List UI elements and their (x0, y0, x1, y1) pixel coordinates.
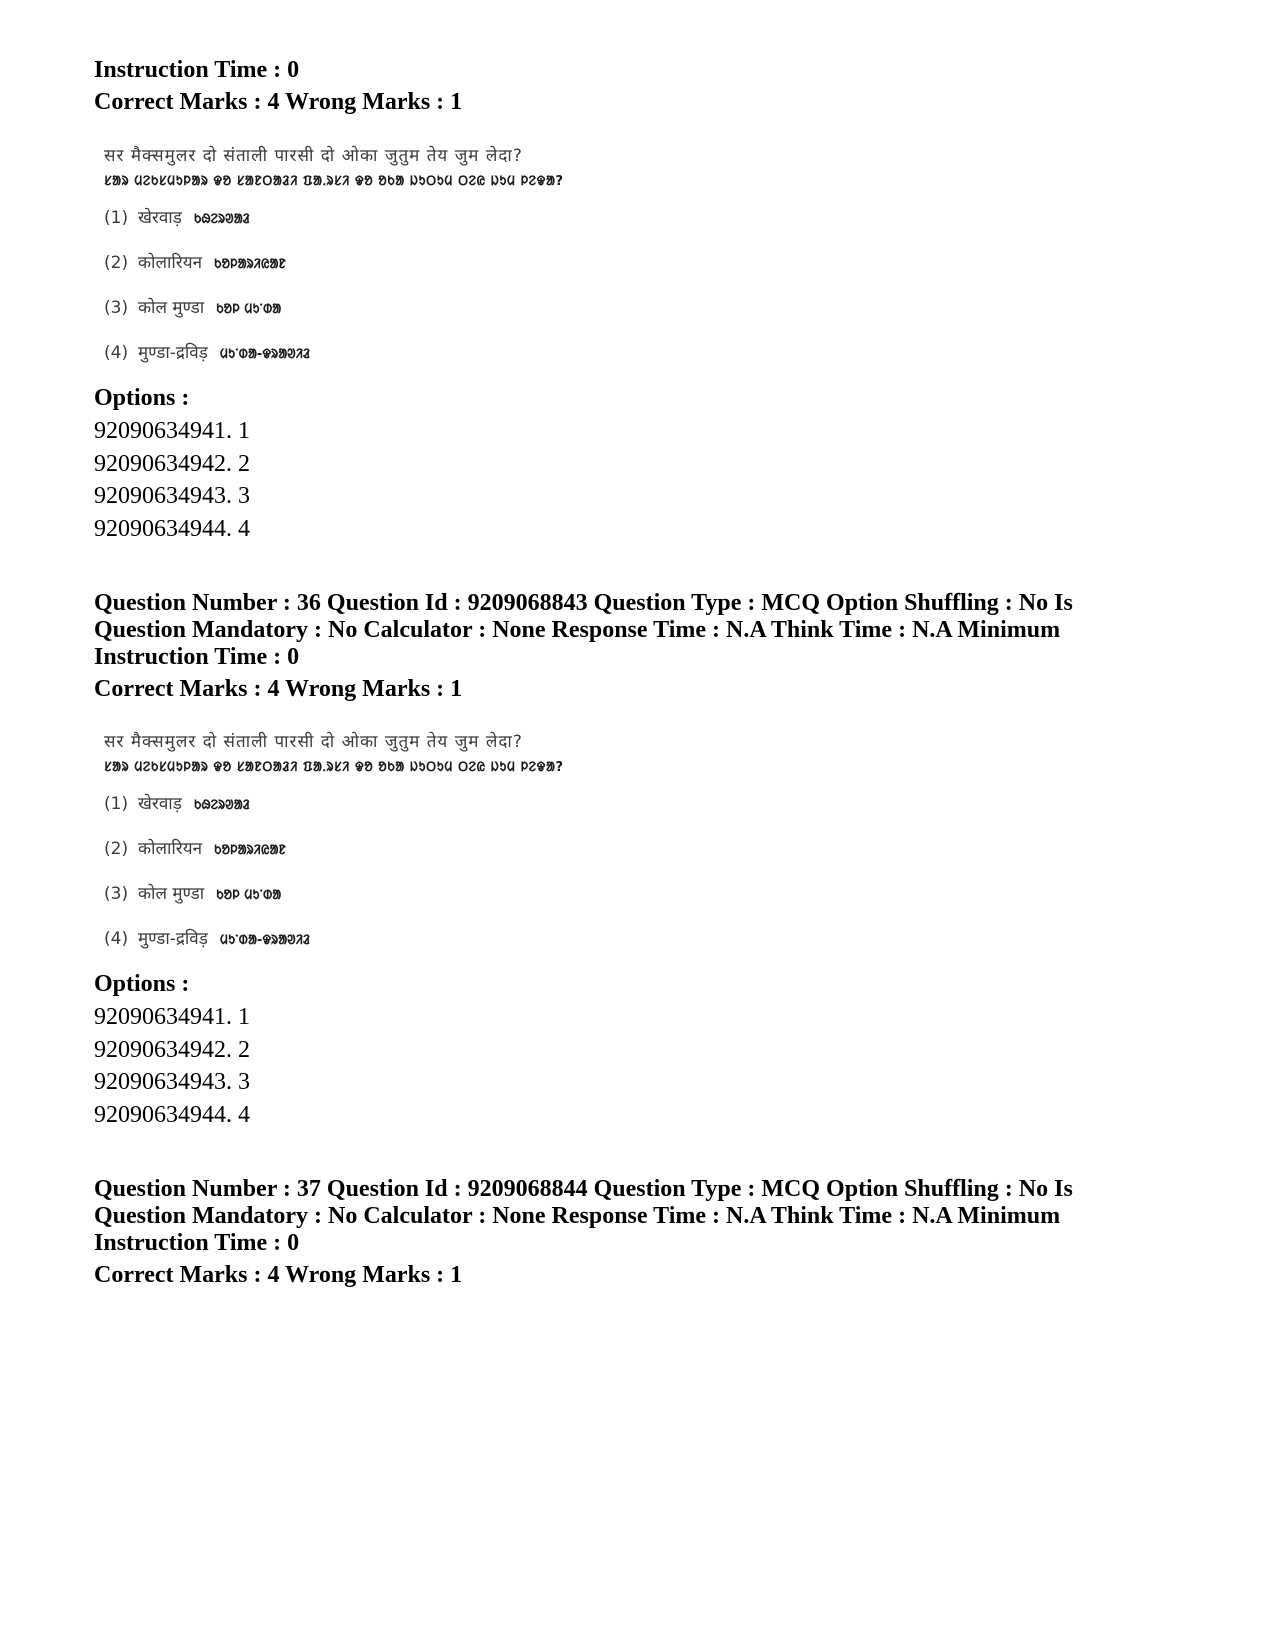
question-header-line: Question Number : 36 Question Id : 9209068843 Question Type : MCQ Option Shuffling : No Is (94, 590, 1073, 616)
question-choice (104, 836, 286, 859)
choice-olchiki: ᱠᱚᱞᱟᱨᱤᱭᱟᱱ (214, 257, 286, 272)
question-choice (104, 926, 310, 949)
marks-line: Correct Marks : 4 Wrong Marks : 1 (94, 1262, 463, 1288)
choice-olchiki: ᱠᱷᱮᱨᱣᱟᱲ (193, 798, 251, 813)
choice-olchiki: ᱠᱚᱞᱟᱨᱤᱭᱟᱱ (214, 843, 286, 858)
option-item: 92090634944. 4 (94, 515, 250, 542)
choice-hindi: कोल मुण्डा (138, 884, 205, 904)
choice-olchiki: ᱠᱚᱞ ᱢᱩᱸᱰᱟ (216, 888, 282, 903)
question-header-line: Question Number : 37 Question Id : 9209068844 Question Type : MCQ Option Shuffling : No Is (94, 1176, 1073, 1202)
choice-number: (2) (104, 253, 129, 273)
choice-number: (3) (104, 884, 129, 904)
question-text-olchiki: ᱥᱟᱨ ᱢᱮᱠᱥᱢᱩᱞᱟᱨ ᱫᱚ ᱥᱟᱱᱛᱟᱲᱤ ᱯᱟᱹᱨᱥᱤ ᱫᱚ ᱚᱠᱟ ᱡᱩᱛᱩᱢ ᱛᱮᱭ ᱡᱩᱢ ᱞᱮᱫᱟ? (104, 174, 564, 189)
question-header-line: Instruction Time : 0 (94, 1230, 300, 1256)
question-image (100, 143, 620, 383)
option-item: 92090634942. 2 (94, 450, 250, 477)
option-item: 92090634943. 3 (94, 1069, 250, 1095)
options-label: Options : (94, 385, 190, 411)
choice-hindi: खेरवाड़ (138, 794, 182, 814)
marks-line: Correct Marks : 4 Wrong Marks : 1 (94, 89, 463, 115)
question-choice (104, 881, 281, 904)
choice-hindi: कोल मुण्डा (138, 298, 205, 318)
option-item: 92090634944. 4 (94, 1101, 250, 1128)
question-37-header (94, 1176, 1184, 1289)
choice-number: (2) (104, 839, 129, 859)
question-36-header (94, 590, 1184, 703)
instruction-time: Instruction Time : 0 (94, 57, 300, 83)
question-choice (104, 295, 281, 318)
choice-hindi: मुण्डा-द्रविड़ (138, 929, 208, 949)
question-image (100, 729, 620, 969)
choice-olchiki: ᱠᱚᱞ ᱢᱩᱸᱰᱟ (216, 302, 282, 317)
prev-question-meta (94, 56, 1184, 116)
choice-number: (1) (104, 794, 129, 814)
question-text-hindi: सर मैक्समुलर दो संताली पारसी दो ओका जुतुम तेय जुम लेदा? (104, 732, 523, 752)
choice-hindi: कोलारियन (138, 253, 203, 273)
marks-line: Correct Marks : 4 Wrong Marks : 1 (94, 676, 463, 702)
choice-hindi: कोलारियन (138, 839, 203, 859)
question-choice (104, 205, 250, 228)
option-item: 92090634941. 1 (94, 1004, 250, 1030)
choice-number: (4) (104, 343, 129, 363)
question-choice (104, 340, 310, 363)
option-item: 92090634941. 1 (94, 418, 250, 444)
choice-olchiki: ᱢᱩᱸᱰᱟ-ᱫᱨᱟᱣᱤᱲ (219, 933, 311, 948)
question-header-line: Question Mandatory : No Calculator : None Response Time : N.A Think Time : N.A Minimum (94, 617, 1061, 643)
choice-olchiki: ᱢᱩᱸᱰᱟ-ᱫᱨᱟᱣᱤᱲ (219, 347, 311, 362)
question-text-hindi: सर मैक्समुलर दो संताली पारसी दो ओका जुतुम तेय जुम लेदा? (104, 146, 523, 166)
question-header-line: Instruction Time : 0 (94, 644, 300, 670)
options-label: Options : (94, 971, 190, 997)
question-header-line: Question Mandatory : No Calculator : None Response Time : N.A Think Time : N.A Minimum (94, 1203, 1061, 1229)
choice-number: (1) (104, 208, 129, 228)
choice-hindi: खेरवाड़ (138, 208, 182, 228)
question-text-olchiki: ᱥᱟᱨ ᱢᱮᱠᱥᱢᱩᱞᱟᱨ ᱫᱚ ᱥᱟᱱᱛᱟᱲᱤ ᱯᱟᱹᱨᱥᱤ ᱫᱚ ᱚᱠᱟ ᱡᱩᱛᱩᱢ ᱛᱮᱭ ᱡᱩᱢ ᱞᱮᱫᱟ? (104, 760, 564, 775)
option-item: 92090634943. 3 (94, 483, 250, 509)
choice-number: (4) (104, 929, 129, 949)
choice-hindi: मुण्डा-द्रविड़ (138, 343, 208, 363)
choice-olchiki: ᱠᱷᱮᱨᱣᱟᱲ (193, 212, 251, 227)
question-choice (104, 791, 250, 814)
options-section (94, 970, 1184, 1131)
options-section (94, 384, 1184, 545)
choice-number: (3) (104, 298, 129, 318)
question-choice (104, 250, 286, 273)
option-item: 92090634942. 2 (94, 1036, 250, 1063)
